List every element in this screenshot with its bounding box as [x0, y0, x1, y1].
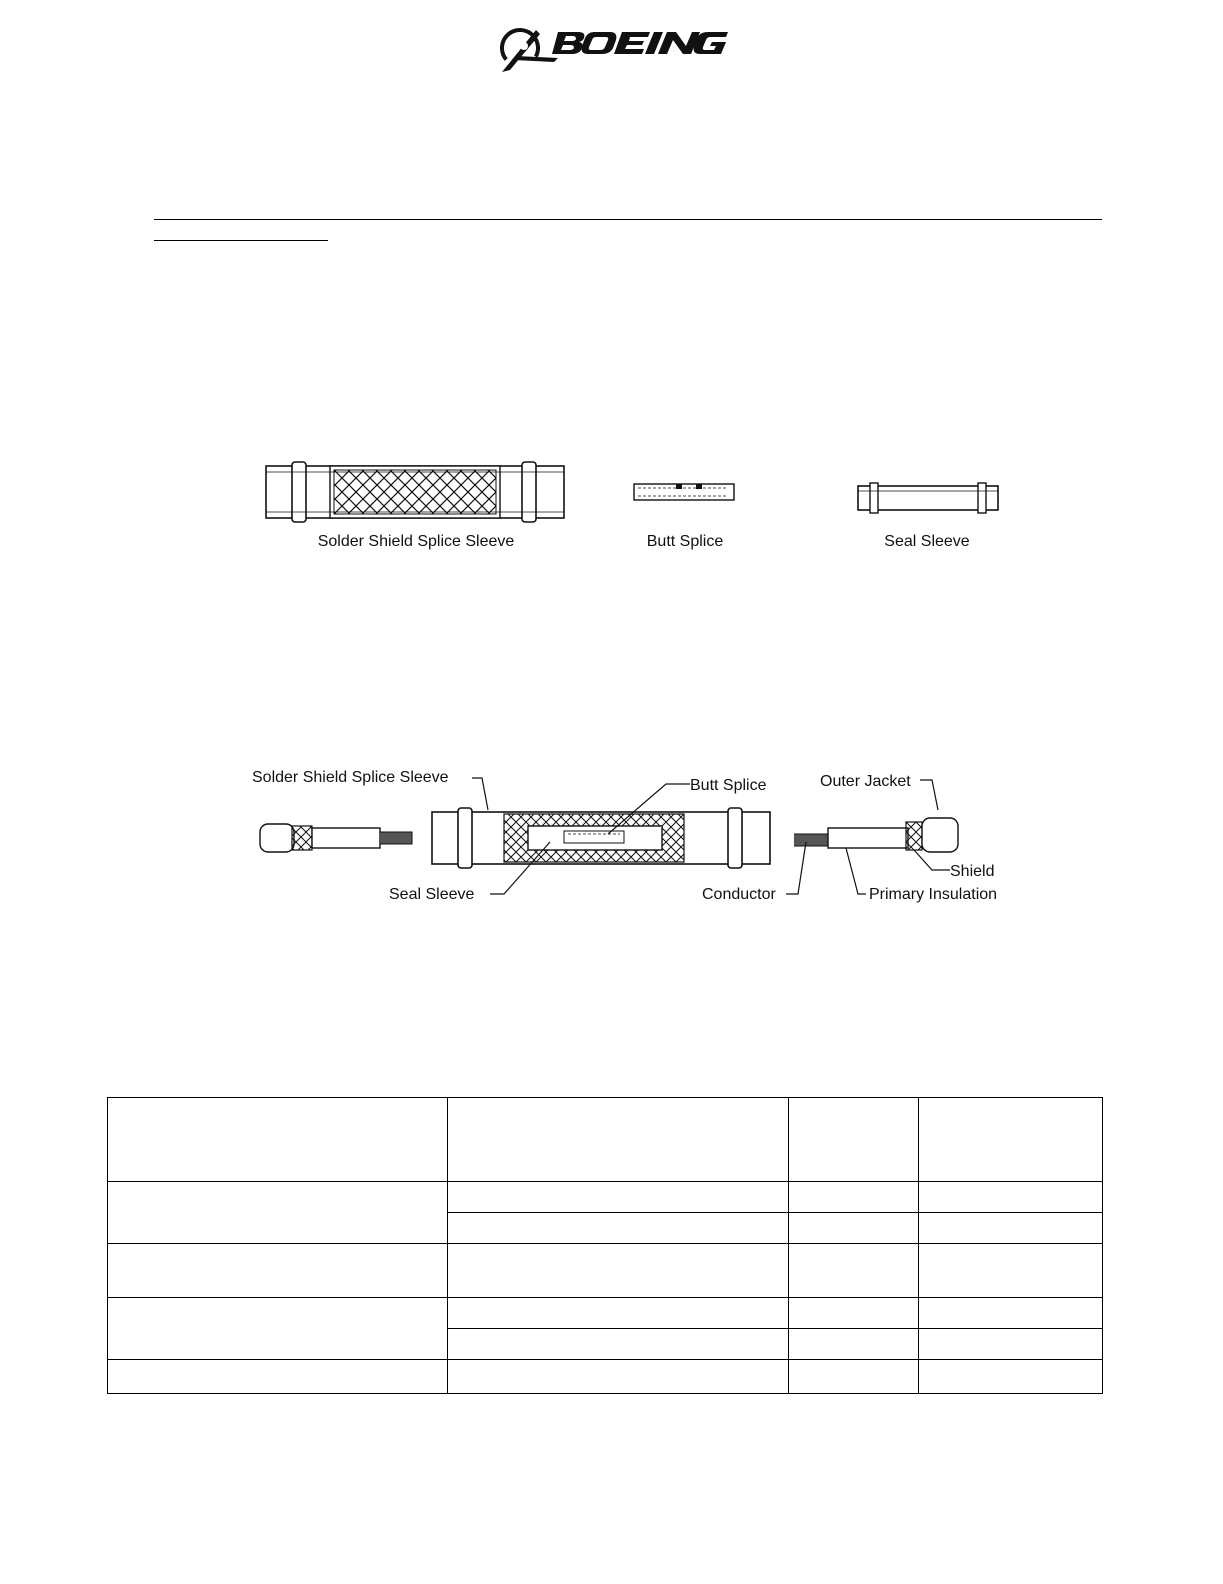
boeing-logo	[496, 20, 728, 76]
table-cell	[108, 1182, 448, 1244]
table-cell	[919, 1298, 1103, 1329]
table-cell	[789, 1182, 919, 1213]
assembly-solder-sleeve-label: Solder Shield Splice Sleeve	[252, 769, 449, 786]
table-cell	[448, 1360, 789, 1394]
table-cell	[448, 1244, 789, 1298]
table-header-cell	[108, 1098, 448, 1182]
solder-shield-splice-sleeve-drawing	[266, 462, 564, 522]
shield-label: Shield	[950, 863, 995, 880]
solder-sleeve-label: Solder Shield Splice Sleeve	[317, 533, 515, 550]
table-cell	[919, 1213, 1103, 1244]
butt-splice-label: Butt Splice	[646, 533, 724, 550]
table-row	[108, 1182, 1103, 1213]
outer-jacket-label: Outer Jacket	[820, 773, 911, 790]
boeing-symbol-icon	[496, 23, 558, 74]
table-cell	[919, 1182, 1103, 1213]
boeing-wordmark	[552, 32, 728, 54]
table-cell	[108, 1298, 448, 1360]
header-rule	[154, 219, 1102, 220]
splice-parts-table	[107, 1097, 1103, 1394]
right-cable-drawing	[794, 818, 958, 852]
butt-splice-drawing	[634, 484, 734, 500]
table-cell	[919, 1329, 1103, 1360]
splice-assembly-figure	[246, 762, 1026, 912]
table-cell	[789, 1360, 919, 1394]
table-header-row	[108, 1098, 1103, 1182]
table-header-cell	[919, 1098, 1103, 1182]
conductor-label: Conductor	[702, 886, 776, 903]
assembly-seal-sleeve-label: Seal Sleeve	[389, 886, 475, 903]
table-cell	[919, 1360, 1103, 1394]
table-row	[108, 1360, 1103, 1394]
seal-sleeve-label: Seal Sleeve	[884, 533, 970, 550]
table-cell	[108, 1360, 448, 1394]
primary-insulation-label: Primary Insulation	[869, 886, 998, 903]
left-cable-drawing	[260, 824, 412, 852]
table-cell	[789, 1244, 919, 1298]
assembly-butt-splice-label: Butt Splice	[690, 777, 767, 794]
title-underline	[154, 240, 328, 241]
splice-components-figure	[258, 450, 1018, 562]
table-cell	[789, 1329, 919, 1360]
table-cell	[108, 1244, 448, 1298]
table-row	[108, 1244, 1103, 1298]
sleeve-assembly-drawing	[432, 808, 770, 868]
table-cell	[448, 1298, 789, 1329]
table-header-cell	[448, 1098, 789, 1182]
table-header-cell	[789, 1098, 919, 1182]
seal-sleeve-drawing	[858, 483, 998, 513]
table-cell	[448, 1329, 789, 1360]
table-row	[108, 1298, 1103, 1329]
table-cell	[448, 1182, 789, 1213]
table-cell	[789, 1213, 919, 1244]
table-cell	[789, 1298, 919, 1329]
table-cell	[919, 1244, 1103, 1298]
table-cell	[448, 1213, 789, 1244]
